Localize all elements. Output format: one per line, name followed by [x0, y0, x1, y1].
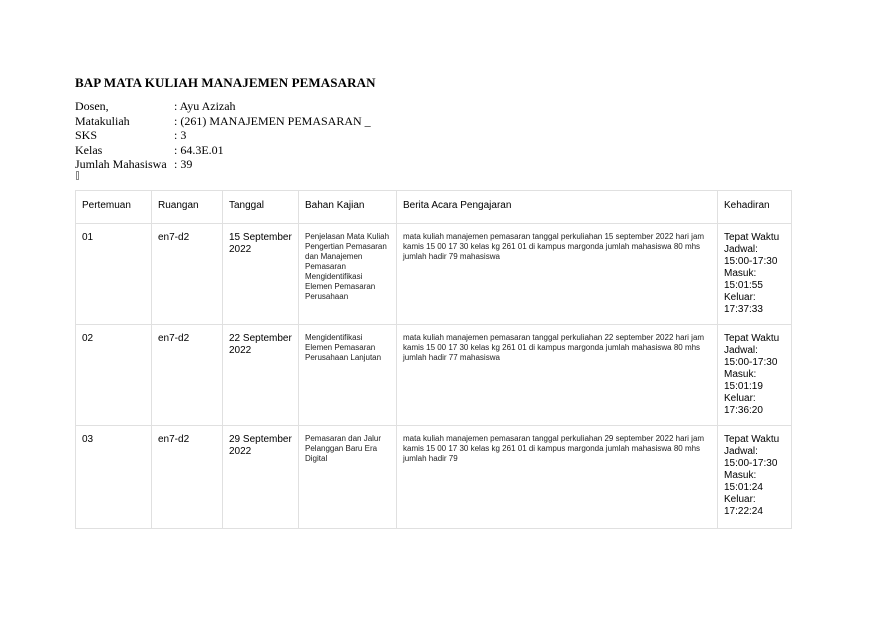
meta-row-jumlah-mahasiswa — [75, 157, 371, 172]
cell-berita-acara: mata kuliah manajemen pemasaran tanggal perkuliahan 15 september 2022 hari jam kamis 15 00 17 30 kelas kg 261 01 di kampus margonda jumlah mahasiswa 80 mhs jumlah hadir 79 mahasiswa — [397, 224, 718, 325]
meta-label: Dosen, — [75, 99, 109, 113]
cell-tanggal: 15 September 2022 — [223, 224, 299, 325]
meta-row-kelas — [75, 143, 371, 158]
kehadiran-keluar: Keluar: 17:36:20 — [724, 393, 763, 416]
header-ruangan: Ruangan — [152, 191, 223, 224]
document-title: BAP MATA KULIAH MANAJEMEN PEMASARAN — [75, 75, 376, 90]
cell-tanggal: 22 September 2022 — [223, 325, 299, 426]
cell-ruangan: en7-d2 — [152, 224, 223, 325]
meta-row-dosen — [75, 99, 371, 114]
text-cursor-icon — [76, 171, 79, 180]
meta-value: : 39 — [174, 157, 193, 171]
meta-row-sks — [75, 128, 371, 143]
cell-berita-acara: mata kuliah manajemen pemasaran tanggal perkuliahan 22 september 2022 hari jam kamis 15 00 17 30 kelas kg 261 01 di kampus margonda jumlah mahasiswa 80 mhs jumlah hadir 77 mahasiswa — [397, 325, 718, 426]
bap-table — [75, 190, 792, 529]
header-berita-acara: Berita Acara Pengajaran — [397, 191, 718, 224]
course-meta — [75, 99, 371, 172]
cell-kehadiran — [718, 426, 792, 529]
meta-value: : 3 — [174, 128, 187, 142]
kehadiran-masuk: Masuk: 15:01:24 — [724, 470, 763, 493]
meta-label: SKS — [75, 128, 98, 142]
cell-berita-acara: mata kuliah manajemen pemasaran tanggal perkuliahan 29 september 2022 hari jam kamis 15 00 17 30 kelas kg 261 01 di kampus margonda jumlah mahasiswa 80 mhs jumlah hadir 79 — [397, 426, 718, 529]
kehadiran-status: Tepat Waktu — [724, 434, 780, 445]
meta-value: : (261) MANAJEMEN PEMASARAN _ — [174, 113, 371, 128]
meta-label: Jumlah Mahasiswa — [75, 157, 167, 171]
cell-pertemuan: 01 — [76, 224, 152, 325]
header-kehadiran: Kehadiran — [718, 191, 792, 224]
cell-kehadiran — [718, 325, 792, 426]
cell-bahan-kajian: Pemasaran dan Jalur Pelanggan Baru Era Digital — [299, 426, 397, 529]
table-row — [76, 325, 792, 426]
cell-ruangan: en7-d2 — [152, 325, 223, 426]
kehadiran-keluar: Keluar: 17:37:33 — [724, 292, 763, 315]
kehadiran-keluar: Keluar: 17:22:24 — [724, 494, 763, 517]
table-row — [76, 224, 792, 325]
kehadiran-masuk: Masuk: 15:01:19 — [724, 369, 763, 392]
cell-kehadiran — [718, 224, 792, 325]
cell-pertemuan: 02 — [76, 325, 152, 426]
kehadiran-status: Tepat Waktu — [724, 232, 780, 243]
cell-bahan-kajian: Penjelasan Mata Kuliah Pengertian Pemasaran dan Manajemen Pemasaran Mengidentifikasi Elemen Pemasaran Perusahaan — [299, 224, 397, 325]
table-row — [76, 426, 792, 529]
kehadiran-masuk: Masuk: 15:01:55 — [724, 268, 763, 291]
kehadiran-jadwal: Jadwal: 15:00-17:30 — [724, 446, 778, 469]
meta-row-matakuliah — [75, 114, 371, 129]
kehadiran-jadwal: Jadwal: 15:00-17:30 — [724, 244, 778, 267]
kehadiran-jadwal: Jadwal: 15:00-17:30 — [724, 345, 778, 368]
cell-pertemuan: 03 — [76, 426, 152, 529]
cell-tanggal: 29 September 2022 — [223, 426, 299, 529]
meta-value: : 64.3E.01 — [174, 142, 224, 157]
table-header-row — [76, 191, 792, 224]
header-pertemuan: Pertemuan — [76, 191, 152, 224]
meta-label: Kelas — [75, 142, 103, 157]
cell-ruangan: en7-d2 — [152, 426, 223, 529]
header-bahan-kajian: Bahan Kajian — [299, 191, 397, 224]
cell-bahan-kajian: Mengidentifikasi Elemen Pemasaran Perusahaan Lanjutan — [299, 325, 397, 426]
meta-value: : Ayu Azizah — [174, 99, 236, 113]
kehadiran-status: Tepat Waktu — [724, 333, 780, 344]
header-tanggal: Tanggal — [223, 191, 299, 224]
meta-label: Matakuliah — [75, 113, 130, 128]
